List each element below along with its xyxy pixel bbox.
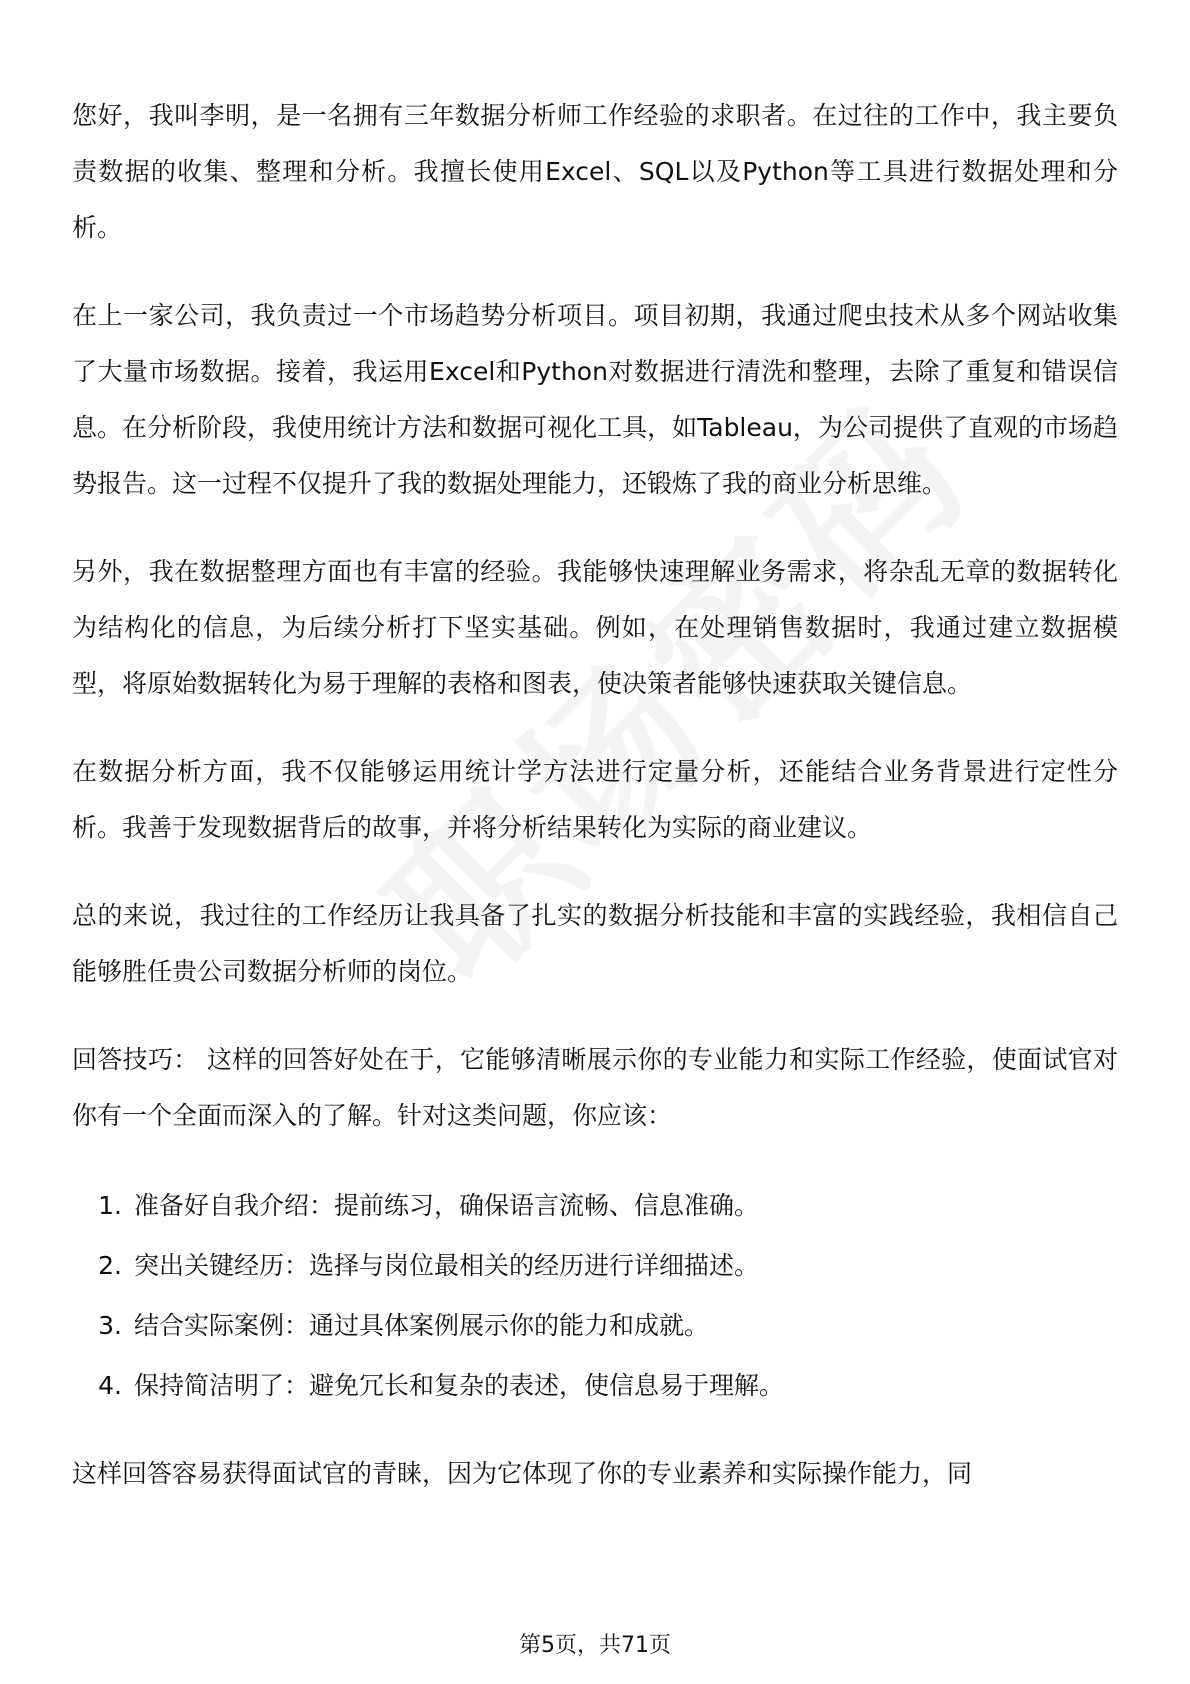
list-item-number: 4. [98, 1371, 122, 1400]
paragraph-data-organizing: 另外，我在数据整理方面也有丰富的经验。我能够快速理解业务需求，将杂乱无章的数据转化为结构化的信息，为后续分析打下坚实基础。例如，在处理销售数据时，我通过建立数据模型，将原始数据转化为易于理解的表格和图表，使决策者能够快速获取关键信息。 [72, 557, 1118, 698]
list-item-text: 准备好自我介绍：提前练习，确保语言流畅、信息准确。 [134, 1191, 760, 1220]
list-item-text: 保持简洁明了：避免冗长和复杂的表述，使信息易于理解。 [134, 1371, 785, 1400]
list-item [72, 1176, 1118, 1236]
list-item [72, 1296, 1118, 1356]
paragraph-summary: 总的来说，我过往的工作经历让我具备了扎实的数据分析技能和丰富的实践经验，我相信自己能够胜任贵公司数据分析师的岗位。 [72, 901, 1118, 986]
list-item-text: 突出关键经历：选择与岗位最相关的经历进行详细描述。 [134, 1251, 760, 1280]
paragraph-closing: 这样回答容易获得面试官的青睐，因为它体现了你的专业素养和实际操作能力，同 [72, 1459, 973, 1488]
list-item-number: 1. [98, 1191, 122, 1220]
list-item [72, 1236, 1118, 1296]
list-item-text: 结合实际案例：通过具体案例展示你的能力和成就。 [134, 1311, 710, 1340]
document-body [72, 88, 1118, 1534]
paragraph-intro: 您好，我叫李明，是一名拥有三年数据分析师工作经验的求职者。在过往的工作中，我主要负责数据的收集、整理和分析。我擅长使用Excel、SQL以及Python等工具进行数据处理和分析。 [72, 101, 1118, 242]
paragraph-project: 在上一家公司，我负责过一个市场趋势分析项目。项目初期，我通过爬虫技术从多个网站收集了大量市场数据。接着，我运用Excel和Python对数据进行清洗和整理，去除了重复和错误信息。在分析阶段，我使用统计方法和数据可视化工具，如Tableau，为公司提供了直观的市场趋势报告。这一过程不仅提升了我的数据处理能力，还锻炼了我的商业分析思维。 [72, 301, 1118, 498]
tips-list [72, 1176, 1118, 1416]
list-item-number: 2. [98, 1251, 122, 1280]
page-number-footer: 第5页，共71页 [519, 1633, 671, 1658]
paragraph-tips-intro: 回答技巧： 这样的回答好处在于，它能够清晰展示你的专业能力和实际工作经验，使面试官对你有一个全面而深入的了解。针对这类问题，你应该： [72, 1045, 1118, 1130]
list-item-number: 3. [98, 1311, 122, 1340]
list-item [72, 1356, 1118, 1416]
paragraph-data-analysis: 在数据分析方面，我不仅能够运用统计学方法进行定量分析，还能结合业务背景进行定性分析。我善于发现数据背后的故事，并将分析结果转化为实际的商业建议。 [72, 757, 1118, 842]
